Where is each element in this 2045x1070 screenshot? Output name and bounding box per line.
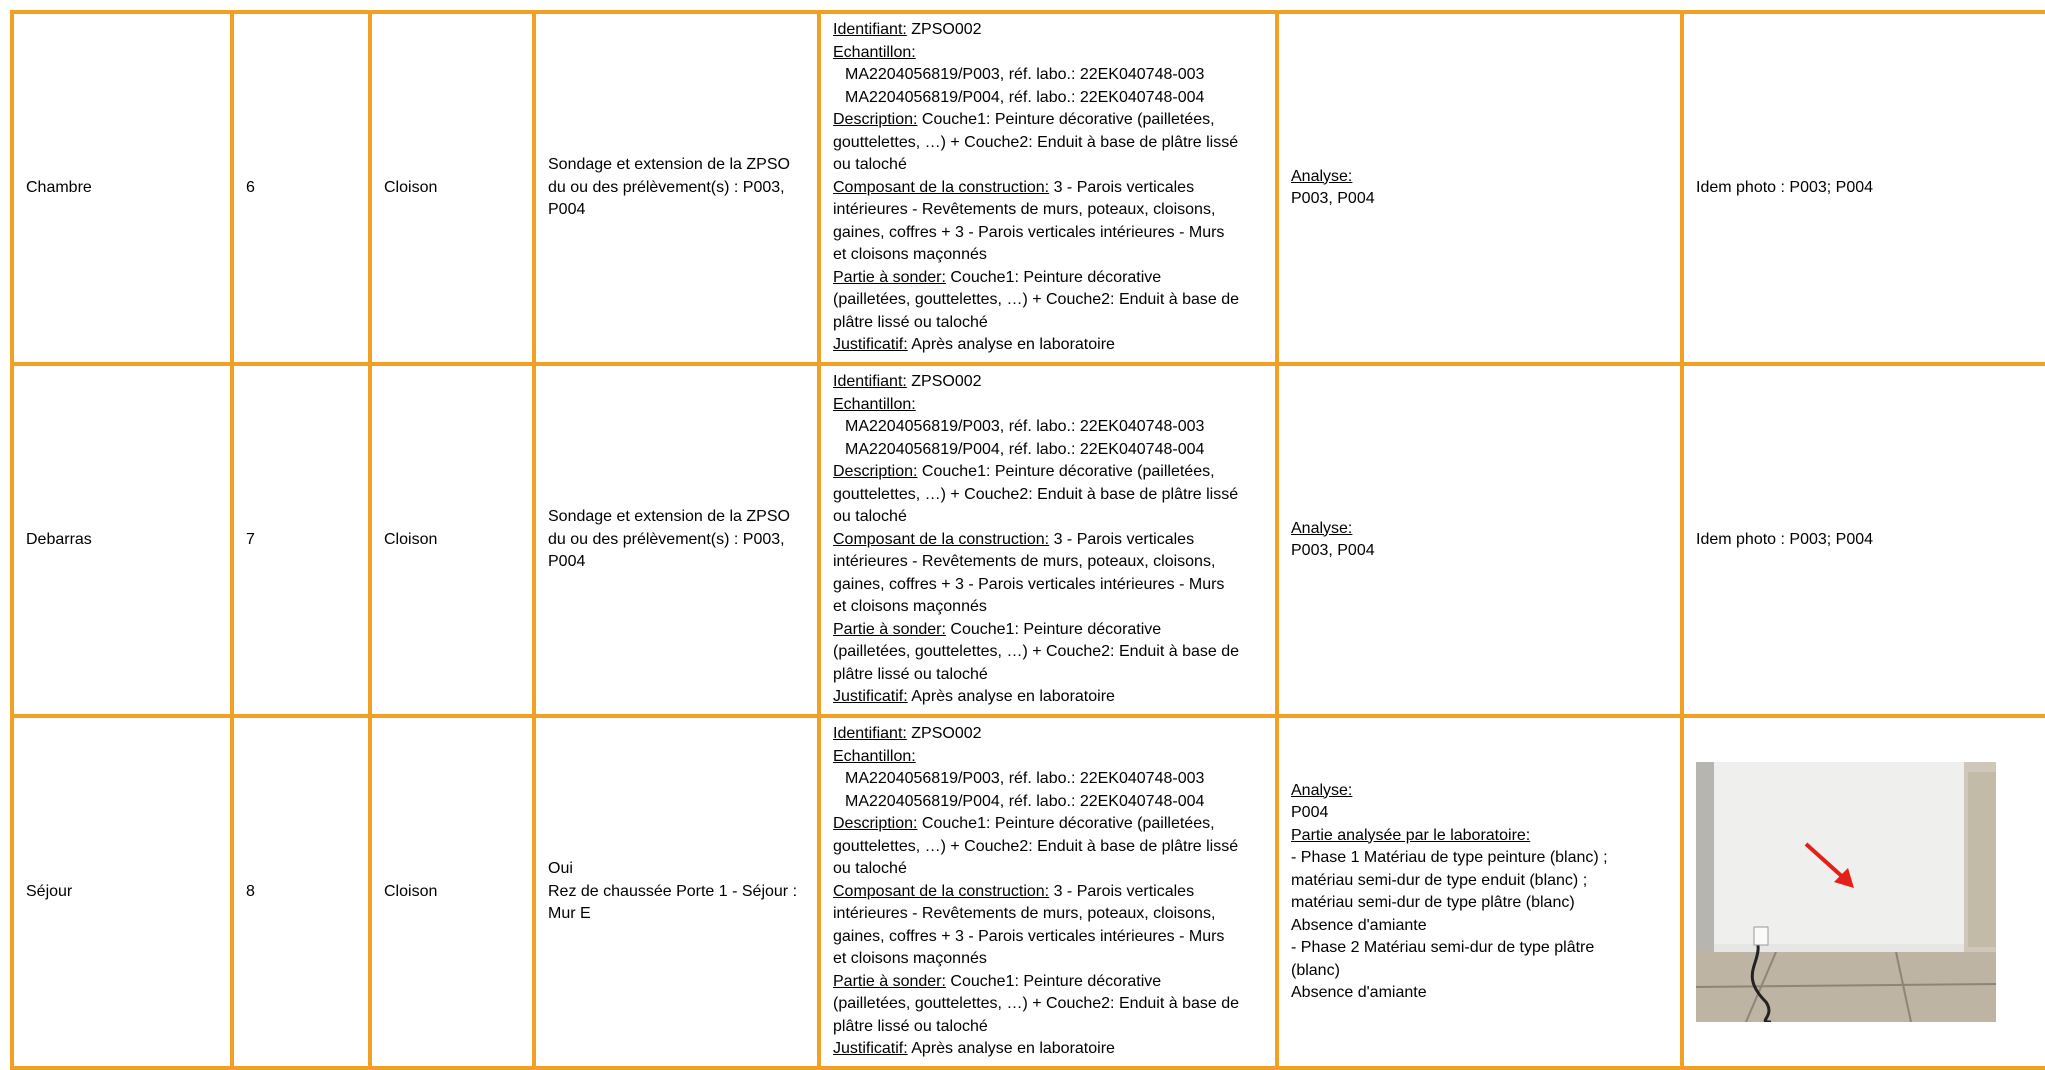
table-row bbox=[12, 716, 2045, 1068]
identifiant-label: Identifiant: bbox=[833, 21, 907, 39]
statut-line: P004 bbox=[548, 553, 586, 571]
echantillon-item: MA2204056819/P004, réf. labo.: 22EK040748-004 bbox=[845, 88, 1205, 106]
composant-label: Composant de la construction: bbox=[833, 530, 1050, 548]
element: Cloison bbox=[384, 882, 438, 900]
statut-line: Sondage et extension de la ZPSO bbox=[548, 156, 790, 174]
composant-line: et cloisons maçonnés bbox=[833, 246, 987, 264]
justificatif-label: Justificatif: bbox=[833, 688, 908, 706]
table-row bbox=[12, 364, 2045, 716]
composant-line: 3 - Parois verticales bbox=[1049, 178, 1195, 196]
analyse-cell bbox=[1277, 716, 1682, 1068]
composant-line: et cloisons maçonnés bbox=[833, 598, 987, 616]
photo-text: Idem photo : P003; P004 bbox=[1696, 530, 1874, 548]
localisation-cell bbox=[12, 716, 232, 1068]
table-row bbox=[12, 12, 2045, 364]
echantillon-item: MA2204056819/P003, réf. labo.: 22EK040748-003 bbox=[845, 66, 1205, 84]
partie-line: (pailletées, gouttelettes, …) + Couche2: Enduit à base de bbox=[833, 291, 1240, 309]
statut-line: Oui bbox=[548, 860, 573, 878]
statut-line: Rez de chaussée Porte 1 - Séjour : bbox=[548, 882, 798, 900]
echantillon-item: MA2204056819/P004, réf. labo.: 22EK040748-004 bbox=[845, 792, 1205, 810]
justificatif-value: Après analyse en laboratoire bbox=[907, 688, 1115, 706]
analyse-detail-line: Absence d'amiante bbox=[1291, 916, 1427, 934]
identifiant-value: ZPSO002 bbox=[911, 21, 982, 39]
description-label: Description: bbox=[833, 463, 918, 481]
statut-line: Sondage et extension de la ZPSO bbox=[548, 508, 790, 526]
statut-cell bbox=[534, 12, 819, 364]
echantillon-item: MA2204056819/P003, réf. labo.: 22EK040748-003 bbox=[845, 770, 1205, 788]
description-label: Description: bbox=[833, 111, 918, 129]
analyse-label: Analyse: bbox=[1291, 781, 1353, 799]
statut-line: du ou des prélèvement(s) : P003, bbox=[548, 178, 785, 196]
statut-line: P004 bbox=[548, 201, 586, 219]
description-line: Couche1: Peinture décorative (pailletées, bbox=[917, 815, 1215, 833]
echantillon-label: Echantillon: bbox=[833, 747, 916, 765]
numero-cell bbox=[232, 716, 370, 1068]
detail-cell bbox=[819, 364, 1277, 716]
detail-cell bbox=[819, 716, 1277, 1068]
statut-cell bbox=[534, 364, 819, 716]
composant-label: Composant de la construction: bbox=[833, 882, 1050, 900]
photo-text: Idem photo : P003; P004 bbox=[1696, 178, 1874, 196]
identifiant-value: ZPSO002 bbox=[911, 725, 982, 743]
analyse-detail-line: matériau semi-dur de type plâtre (blanc) bbox=[1291, 894, 1575, 911]
description-line: gouttelettes, …) + Couche2: Enduit à base de plâtre lissé bbox=[833, 485, 1239, 503]
justificatif-value: Après analyse en laboratoire bbox=[907, 336, 1115, 354]
analyse-label: Analyse: bbox=[1291, 167, 1353, 185]
localisation-cell bbox=[12, 364, 232, 716]
composant-line: 3 - Parois verticales bbox=[1049, 530, 1195, 548]
analyse-value: P003, P004 bbox=[1291, 190, 1375, 207]
partie-line: Couche1: Peinture décorative bbox=[945, 972, 1162, 990]
description-line: Couche1: Peinture décorative (pailletées, bbox=[917, 111, 1215, 129]
element-cell bbox=[370, 364, 534, 716]
echantillon-label: Echantillon: bbox=[833, 43, 916, 61]
justificatif-value: Après analyse en laboratoire bbox=[907, 1040, 1115, 1058]
partie-analysee-label: Partie analysée par le laboratoire: bbox=[1291, 826, 1531, 844]
description-line: Couche1: Peinture décorative (pailletées, bbox=[917, 463, 1215, 481]
analyse-value: P004 bbox=[1291, 804, 1329, 821]
localisation: Chambre bbox=[26, 178, 92, 196]
identifiant-label: Identifiant: bbox=[833, 725, 907, 743]
composant-line: 3 - Parois verticales bbox=[1049, 882, 1195, 900]
justificatif-label: Justificatif: bbox=[833, 1040, 908, 1058]
partie-line: Couche1: Peinture décorative bbox=[945, 620, 1162, 638]
composant-line: intérieures - Revêtements de murs, poteaux, cloisons, bbox=[833, 553, 1216, 571]
description-label: Description: bbox=[833, 815, 918, 833]
analyse-detail-line: - Phase 2 Matériau semi-dur de type plâtre bbox=[1291, 939, 1595, 956]
composant-line: intérieures - Revêtements de murs, poteaux, cloisons, bbox=[833, 905, 1216, 923]
echantillon-item: MA2204056819/P004, réf. labo.: 22EK040748-004 bbox=[845, 440, 1205, 458]
partie-line: plâtre lissé ou taloché bbox=[833, 1017, 988, 1035]
element: Cloison bbox=[384, 178, 438, 196]
element-cell bbox=[370, 12, 534, 364]
partie-line: (pailletées, gouttelettes, …) + Couche2: Enduit à base de bbox=[833, 643, 1240, 661]
description-line: gouttelettes, …) + Couche2: Enduit à base de plâtre lissé bbox=[833, 837, 1239, 855]
partie-label: Partie à sonder: bbox=[833, 972, 946, 990]
composant-label: Composant de la construction: bbox=[833, 178, 1050, 196]
echantillon-item: MA2204056819/P003, réf. labo.: 22EK040748-003 bbox=[845, 418, 1205, 436]
photo-cell bbox=[1682, 716, 2045, 1068]
sample-photo bbox=[1696, 762, 1996, 1022]
statut-cell bbox=[534, 716, 819, 1068]
analyse-cell bbox=[1277, 12, 1682, 364]
statut-line: du ou des prélèvement(s) : P003, bbox=[548, 530, 785, 548]
partie-label: Partie à sonder: bbox=[833, 268, 946, 286]
analyse-value: P003, P004 bbox=[1291, 542, 1375, 559]
composant-line: et cloisons maçonnés bbox=[833, 950, 987, 968]
partie-label: Partie à sonder: bbox=[833, 620, 946, 638]
numero-cell bbox=[232, 364, 370, 716]
partie-line: plâtre lissé ou taloché bbox=[833, 665, 988, 683]
analyse-detail-line: Absence d'amiante bbox=[1291, 984, 1427, 1001]
element-cell bbox=[370, 716, 534, 1068]
composant-line: gaines, coffres + 3 - Parois verticales intérieures - Murs bbox=[833, 575, 1225, 593]
analyse-detail-line: matériau semi-dur de type enduit (blanc) ; bbox=[1291, 871, 1588, 889]
composant-line: intérieures - Revêtements de murs, poteaux, cloisons, bbox=[833, 201, 1216, 219]
analyse-detail-line: (blanc) bbox=[1291, 961, 1340, 979]
numero-cell bbox=[232, 12, 370, 364]
description-line: gouttelettes, …) + Couche2: Enduit à base de plâtre lissé bbox=[833, 133, 1239, 151]
detail-cell bbox=[819, 12, 1277, 364]
justificatif-label: Justificatif: bbox=[833, 336, 908, 354]
partie-line: plâtre lissé ou taloché bbox=[833, 313, 988, 331]
analyse-label: Analyse: bbox=[1291, 519, 1353, 537]
echantillon-label: Echantillon: bbox=[833, 395, 916, 413]
description-line: ou taloché bbox=[833, 860, 907, 878]
composant-line: gaines, coffres + 3 - Parois verticales intérieures - Murs bbox=[833, 927, 1225, 945]
statut-line: Mur E bbox=[548, 905, 591, 923]
numero: 6 bbox=[246, 178, 255, 196]
numero: 8 bbox=[246, 882, 255, 900]
partie-line: (pailletées, gouttelettes, …) + Couche2: Enduit à base de bbox=[833, 995, 1240, 1013]
description-line: ou taloché bbox=[833, 156, 907, 174]
localisation-cell bbox=[12, 12, 232, 364]
identifiant-label: Identifiant: bbox=[833, 373, 907, 391]
localisation: Debarras bbox=[26, 530, 92, 548]
numero: 7 bbox=[246, 530, 255, 548]
analyse-detail-line: - Phase 1 Matériau de type peinture (blanc) ; bbox=[1291, 849, 1608, 866]
amiante-table bbox=[10, 10, 2045, 1070]
description-line: ou taloché bbox=[833, 508, 907, 526]
localisation: Séjour bbox=[26, 882, 73, 900]
analyse-cell bbox=[1277, 364, 1682, 716]
photo-cell bbox=[1682, 364, 2045, 716]
photo-cell bbox=[1682, 12, 2045, 364]
composant-line: gaines, coffres + 3 - Parois verticales intérieures - Murs bbox=[833, 223, 1225, 241]
partie-line: Couche1: Peinture décorative bbox=[945, 268, 1162, 286]
identifiant-value: ZPSO002 bbox=[911, 373, 982, 391]
element: Cloison bbox=[384, 530, 438, 548]
